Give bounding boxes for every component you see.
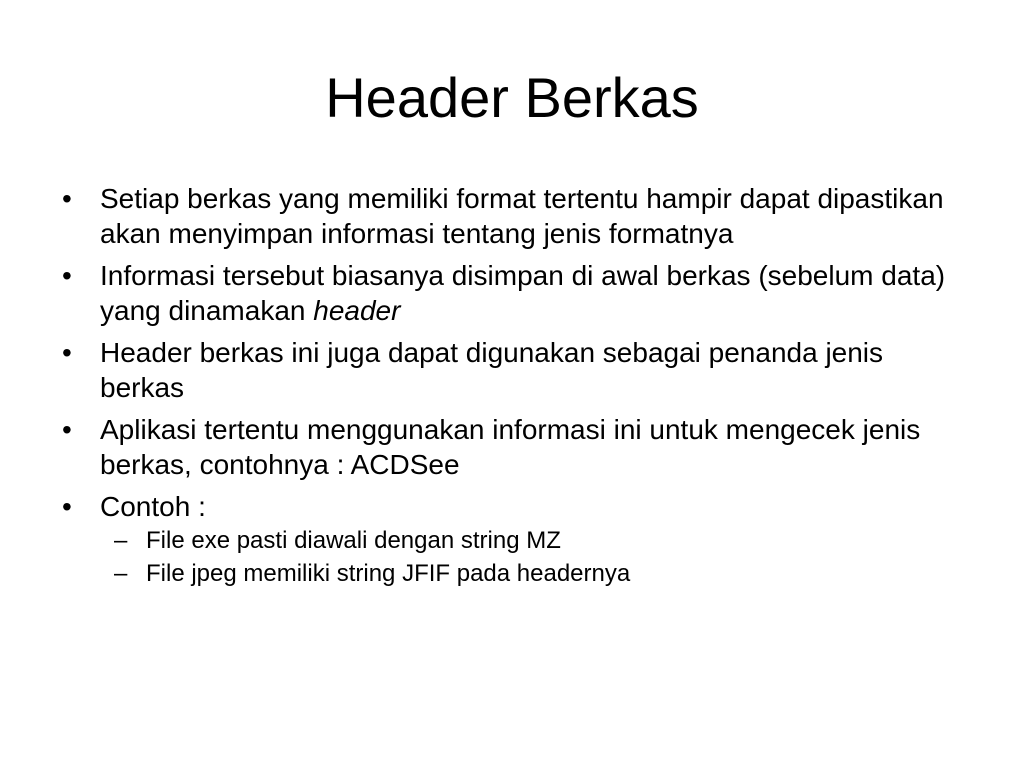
bullet-marker: • (62, 337, 72, 368)
slide-title: Header Berkas (325, 66, 699, 129)
bullet-text: Informasi tersebut biasanya disimpan di awal berkas (sebelum data) yang dinamakan (100, 260, 946, 326)
sub-bullet-item (100, 559, 962, 589)
bullet-text: Setiap berkas yang memiliki format tertentu hampir dapat dipastikan akan menyimpan informasi tentang jenis formatnya (100, 183, 944, 249)
bullet-marker: • (62, 183, 72, 214)
bullet-marker: • (62, 260, 72, 291)
bullet-text-italic: header (313, 295, 401, 326)
sub-bullet-item (100, 526, 962, 556)
bullet-item (62, 181, 962, 251)
bullet-item (62, 258, 962, 328)
bullet-marker: • (62, 414, 72, 445)
sub-bullet-marker: – (114, 560, 128, 587)
bullet-marker: • (62, 491, 72, 522)
bullet-item (62, 489, 962, 589)
bullet-text: Header berkas ini juga dapat digunakan sebagai penanda jenis berkas (100, 337, 884, 403)
sub-bullet-marker: – (114, 527, 128, 554)
slide-content (62, 181, 962, 596)
sub-bullet-text: File exe pasti diawali dengan string MZ (146, 527, 561, 554)
sub-bullet-list (100, 526, 962, 589)
bullet-item (62, 412, 962, 482)
sub-bullet-text: File jpeg memiliki string JFIF pada headernya (146, 560, 631, 587)
bullet-text: Contoh : (100, 491, 206, 522)
bullet-item (62, 335, 962, 405)
bullet-list (62, 181, 962, 589)
bullet-text: Aplikasi tertentu menggunakan informasi ini untuk mengecek jenis berkas, contohnya : ACDSee (100, 414, 921, 480)
